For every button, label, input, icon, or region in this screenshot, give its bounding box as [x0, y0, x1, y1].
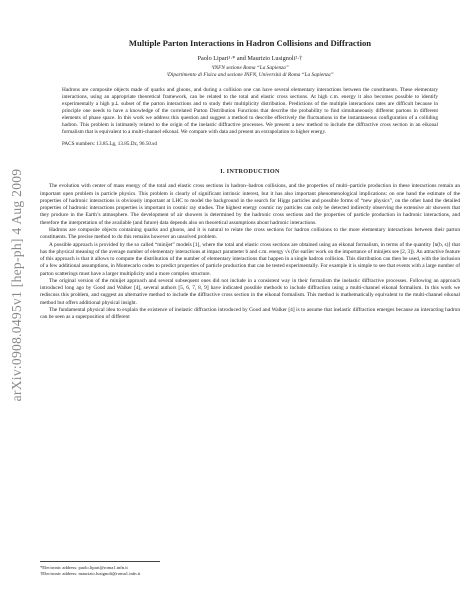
affiliation-1: ¹INFN sezione Roma “La Sapienza” [211, 65, 289, 71]
pacs-numbers: PACS numbers: 13.85.Lg, 13.85.Dz, 96.50.sd [62, 141, 157, 148]
paper-title: Multiple Parton Interactions in Hadron Collisions and Diffraction [128, 38, 372, 48]
abstract: Hadrons are composite objects made of quarks and gluons, and during a collision one can have several elementary interactions between the constituents. These elementary interactions, using an appropriate theoretical framework, can be related to the total and elastic cross sections. At high c.m. energy it also becomes possible to identify experimentally a high p⊥ subset of the parton interactions and to study their multiplicity distribution. Predictions of the multiple interactions rates are difficult because in principle one needs to have a knowledge of the correlated Parton Distribution Functions that describe the probability to find simultaneously different partons in different elements of phase space. In this work we address this question and suggest a method to describe effectively the fluctuations in the instantaneous configuration of a colliding hadron. This problem is intimately related to the origin of the inelastic diffractive processes. We present a new method to include the diffractive cross section in an eikonal formalism that is equivalent to a multi-channel eikonal. We compare with data and present an extrapolation to higher energy. [62, 86, 438, 136]
paper-authors: Paolo Lipari¹·* and Maurizio Lusignoli²·† [197, 55, 303, 62]
footnote-email-2: †Electronic address: maurizio.lusignoli@roma1.infn.it [40, 571, 141, 577]
footnote-email-1: *Electronic address: paolo.lipari@roma1.infn.it [40, 565, 128, 570]
body-paragraph: The original version of the minijet approach and several subsequent ones did not include in a consistent way in their formalism the inelastic diffractive processes. Following an approach introduced long ago by Good and Walker [4], several authors [5, 6, 7, 8, 9] have indicated possible methods to include diffraction using a multi-channel eikonal formalism. In this work we rediscuss this problem, and suggest an alternative method to include the diffractive cross section in the eikonal formalism. This method is mathematically equivalent to the multi-channel eikonal method but offers additional physical insight. [40, 277, 460, 306]
arxiv-sidebar [4, 120, 30, 450]
body-paragraph: A possible approach is provided by the so called “minijet” models [1], where the total and elastic cross sections are obtained using an eikonal formalism, in terms of the quantity ⟨n(b, s)⟩ that has the physical meaning of the average number of elementary interactions at impact parameter b and c.m. energy √s (for earlier work on the importance of minijets see [2, 3]). An attractive feature of this approach is that it allows to compute the distribution of the number of elementary interactions that happen in a single hadron collision. This distribution can then be used, with the inclusion of a few additional assumptions, in Montecarlo codes to predict properties of particle production that can be tested experimentally. For example it is simple to see that events with a large number of parton scatterings must have a larger multiplicity and a more complex structure. [40, 241, 460, 277]
arxiv-identifier: arXiv:0908.0495v1 [hep-ph] 4 Aug 2009 [9, 168, 24, 402]
body-paragraph: The evolution with center of mass energy of the total and elastic cross sections in hadron–hadron collisions, and the properties of multi–particle production in these interactions remain an important open problem in particle physics. This problem is clearly of significant intrinsic interest, but it has also important phenomenological implications: on one hand the estimate of the properties of hadronic interactions is obviously important at LHC to model the background in the search for Higgs particles and possible forms of “new physics”, on the other hand the detailed properties of hadronic interactions properties is important in cosmic ray studies. The highest energy cosmic ray particles can only be detected indirectly observing the extensive air showers that they produce in the Earth’s atmosphere. The development of air showers is determined by the hadronic cross sections and the properties of particle production in hadronic interactions, and therefore the interpretation of the available (and future) data depends also on theoretical assumptions about hadronic interactions. [40, 183, 460, 226]
section-heading-introduction: I. INTRODUCTION [220, 168, 280, 176]
body-paragraph: Hadrons are composite objects containing quarks and gluons, and it is natural to relate the cross sections for hadron collisions to the more elementary interactions between their parton constituents. The precise method to do this remains however an unsolved problem. [40, 227, 460, 241]
paper-page [40, 38, 460, 321]
body-paragraph: The fundamental physical idea to explain the existence of inelastic diffraction introduced by Good and Walker [4] is to assume that inelastic diffraction emerges because an interacting hadron can be seen as a superposition of different [40, 306, 460, 321]
footnotes [40, 561, 460, 577]
affiliation-2: ²Dipartimento di Fisica and sezione INFN, Università di Roma “La Sapienza” [166, 71, 334, 78]
footnote-divider [40, 561, 160, 562]
